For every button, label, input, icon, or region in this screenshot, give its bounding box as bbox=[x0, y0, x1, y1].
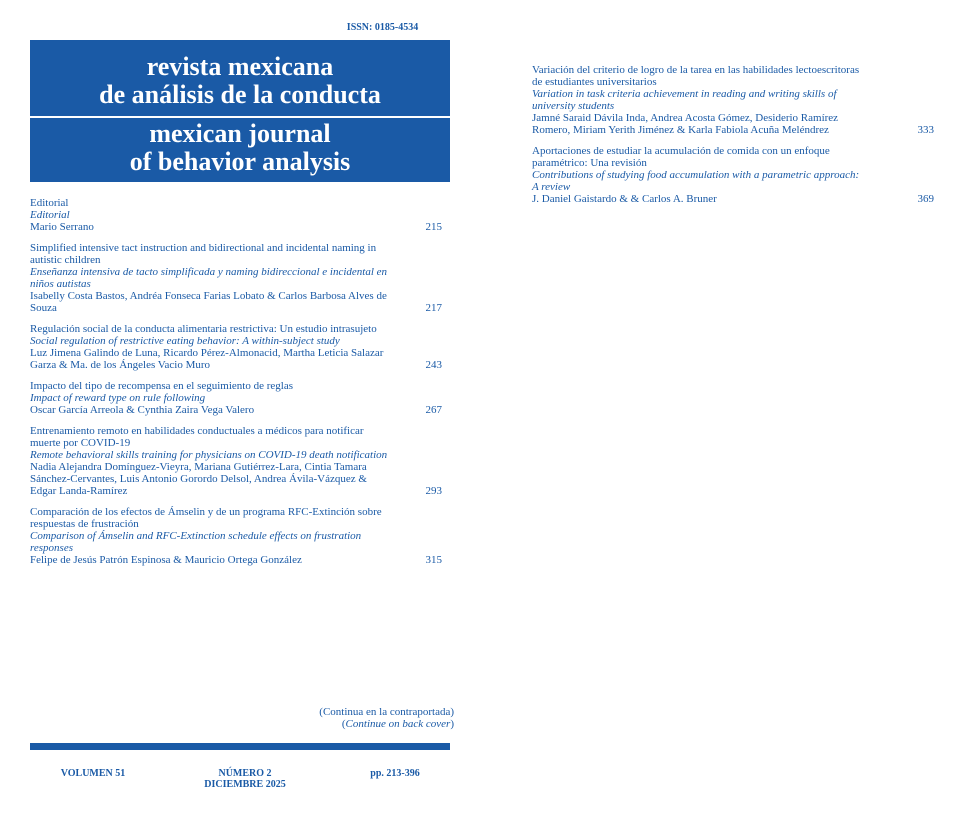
toc-entry[interactable] bbox=[30, 197, 442, 233]
journal-title-es-line-2: de análisis de la conducta bbox=[99, 80, 381, 109]
toc-authors: Isabelly Costa Bastos, Andréa Fonseca Farias Lobato & Carlos Barbosa Alves de Souza bbox=[30, 290, 387, 314]
toc-title-translation: Impact of reward type on rule following bbox=[30, 392, 206, 404]
journal-title-en-line-1: mexican journal bbox=[149, 119, 331, 148]
toc-entry[interactable] bbox=[30, 425, 442, 497]
toc-authors: Nadia Alejandra Domínguez-Vieyra, Mariana Gutiérrez-Lara, Cintia Tamara Sánchez-Cervantes, Luis Antonio Gorordo Delsol, Andrea Ávila-Vázquez & Edgar Landa-Ramírez bbox=[30, 461, 367, 497]
page-range-label: pp. 213-396 bbox=[370, 768, 420, 779]
toc-title-translation: Contributions of studying food accumulation with a parametric approach: A review bbox=[532, 169, 860, 193]
journal-title-spanish bbox=[30, 40, 450, 116]
toc-title: Comparación de los efectos de Ámselin y de un programa RFC-Extinción sobre respuestas de frustración bbox=[30, 506, 382, 530]
toc-authors: Oscar García Arreola & Cynthia Zaira Vega Valero bbox=[30, 404, 255, 416]
toc-entry[interactable] bbox=[30, 506, 442, 566]
issue-date: DICIEMBRE 2025 bbox=[204, 779, 286, 790]
toc-entry[interactable] bbox=[30, 323, 442, 371]
toc-title-translation: Social regulation of restrictive eating behavior: A within-subject study bbox=[30, 335, 340, 347]
table-of-contents-right bbox=[532, 64, 934, 214]
journal-title-es-line-1: revista mexicana bbox=[146, 52, 334, 81]
toc-page-number: 243 bbox=[425, 359, 442, 371]
toc-page-number: 267 bbox=[425, 404, 442, 416]
toc-authors: Jamné Saraid Dávila Inda, Andrea Acosta Gómez, Desiderio Ramírez Romero, Miriam Yerith Jiménez & Karla Fabiola Acuña Meléndrez bbox=[532, 112, 839, 136]
toc-page-number: 333 bbox=[917, 124, 934, 136]
issn-label: ISSN: 0185-4534 bbox=[346, 22, 419, 33]
toc-title: Regulación social de la conducta alimentaria restrictiva: Un estudio intrasujeto bbox=[30, 323, 377, 335]
toc-title-translation: Editorial bbox=[30, 209, 70, 221]
toc-entry[interactable] bbox=[532, 145, 934, 205]
toc-entry[interactable] bbox=[30, 380, 442, 416]
toc-title: Entrenamiento remoto en habilidades conductuales a médicos para notificar muerte por COVID-19 bbox=[30, 425, 364, 449]
toc-title: Editorial bbox=[30, 197, 69, 209]
journal-title-english bbox=[30, 118, 450, 182]
continuation-paren-close: ) bbox=[450, 718, 454, 730]
toc-page-number: 315 bbox=[425, 554, 442, 566]
continuation-note bbox=[200, 706, 454, 730]
toc-title-translation: Enseñanza intensiva de tacto simplificada y naming bidireccional e incidental en niños autistas bbox=[30, 266, 388, 290]
toc-page-number: 369 bbox=[917, 193, 934, 205]
toc-title: Impacto del tipo de recompensa en el seguimiento de reglas bbox=[30, 380, 293, 392]
issue-label bbox=[190, 768, 300, 790]
toc-page-number: 215 bbox=[425, 221, 442, 233]
toc-authors: J. Daniel Gaistardo & & Carlos A. Bruner bbox=[532, 193, 717, 205]
toc-title-translation: Variation in task criteria achievement in reading and writing skills of university students bbox=[532, 88, 837, 112]
continuation-paren-open: ( bbox=[341, 718, 346, 730]
bottom-rule bbox=[30, 743, 450, 750]
toc-entry[interactable] bbox=[532, 64, 934, 136]
toc-page-number: 293 bbox=[425, 485, 442, 497]
continuation-note-english-text: Continue on back cover bbox=[345, 718, 451, 730]
toc-page-number: 217 bbox=[425, 302, 442, 314]
toc-title: Simplified intensive tact instruction and bidirectional and incidental naming in autistic children bbox=[30, 242, 377, 266]
volume-label: VOLUMEN 51 bbox=[60, 768, 126, 779]
table-of-contents-left bbox=[30, 197, 442, 575]
toc-title: Aportaciones de estudiar la acumulación de comida con un enfoque paramétrico: Una revisión bbox=[532, 145, 830, 169]
issue-number: NÚMERO 2 bbox=[218, 768, 272, 779]
journal-title-en-line-2: of behavior analysis bbox=[129, 147, 351, 176]
toc-authors: Felipe de Jesús Patrón Espinosa & Mauricio Ortega González bbox=[30, 554, 302, 566]
continuation-note-english bbox=[200, 718, 454, 730]
toc-entry[interactable] bbox=[30, 242, 442, 314]
continuation-note-spanish: (Continua en la contraportada) bbox=[319, 706, 454, 718]
toc-title-translation: Comparison of Ámselin and RFC-Extinction schedule effects on frustration responses bbox=[30, 530, 362, 554]
toc-title: Variación del criterio de logro de la tarea en las habilidades lectoescritoras de estudiantes universitarios bbox=[532, 64, 860, 88]
toc-authors: Mario Serrano bbox=[30, 221, 94, 233]
toc-title-translation: Remote behavioral skills training for physicians on COVID-19 death notification bbox=[30, 449, 388, 461]
toc-authors: Luz Jimena Galindo de Luna, Ricardo Pérez-Almonacid, Martha Leticia Salazar Garza & Ma. de los Ángeles Vacio Muro bbox=[30, 347, 384, 371]
